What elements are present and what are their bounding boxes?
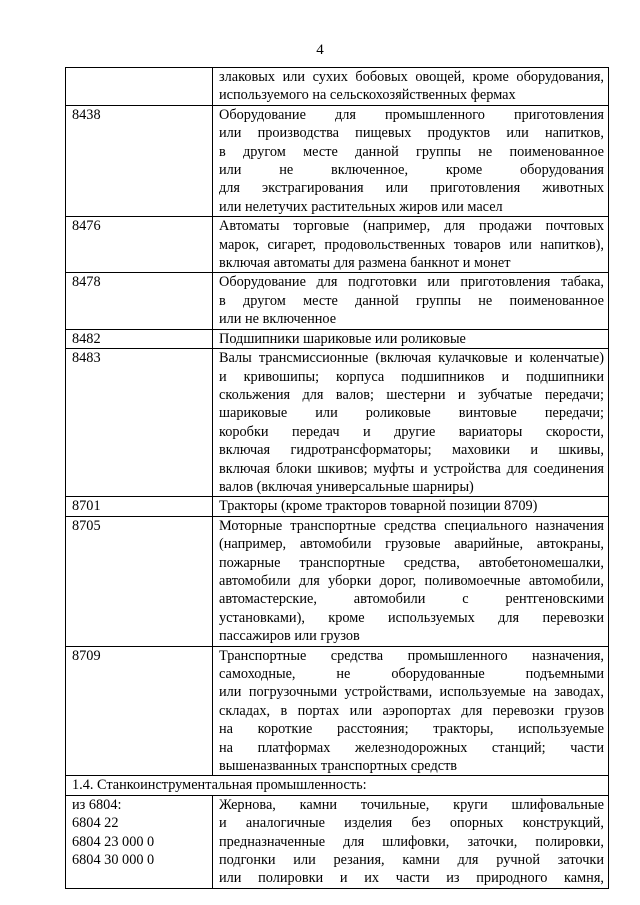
description-line: Автоматы торговые (например, для продажи почтовых [219, 218, 604, 235]
description-line: скольжения для валов; шестерни и зубчатые передачи; [219, 386, 604, 403]
description-line: включая автоматы для размена банкнот и монет [219, 255, 511, 272]
table-row [66, 795, 609, 888]
description-line: злаковых или сухих бобовых овощей, кроме оборудования, [219, 69, 604, 85]
table-row [66, 217, 609, 273]
description-line: пассажиров или грузов [219, 628, 360, 645]
table-row [66, 68, 609, 106]
description-line: Жернова, камни точильные, круги шлифовальные [219, 796, 604, 813]
description-cell [213, 349, 609, 497]
hs-code-cell: 8476 [66, 217, 213, 273]
description-cell [213, 217, 609, 273]
section-heading: 1.4. Станкоинструментальная промышленность: [66, 776, 609, 795]
description-line: Оборудование для подготовки или приготовления табака, [219, 274, 604, 291]
description-line: или не включенное [219, 311, 337, 328]
description-line: складах, в портах или аэропортах для перевозки грузов [219, 702, 604, 719]
description-cell [213, 105, 609, 216]
table-row [66, 349, 609, 497]
description-line: или не включенное, кроме оборудования [219, 162, 604, 179]
section-row [66, 776, 609, 795]
description-line: шариковые или роликовые винтовые передачи; [219, 405, 604, 422]
table-row [66, 273, 609, 329]
description-line: или полировки и их части из природного камня, [219, 870, 604, 887]
hs-code-cell: 8482 [66, 329, 213, 348]
description-line: в другом месте данной группы не поименованное [219, 143, 604, 160]
description-cell [213, 273, 609, 329]
hs-code-cell [66, 795, 213, 888]
description-cell [213, 329, 609, 348]
description-cell [213, 516, 609, 646]
description-line: пожарные транспортные средства, автобетономешалки, [219, 554, 604, 571]
hs-code-cell: 8705 [66, 516, 213, 646]
description-line: на платформах железнодорожных станций; части [219, 739, 604, 756]
table-row [66, 105, 609, 216]
table-row [66, 516, 609, 646]
table-row [66, 497, 609, 516]
hs-code: 6804 22 [72, 815, 119, 832]
description-line: самоходные, не оборудованные подъемными [219, 666, 604, 682]
classification-table [65, 67, 609, 889]
hs-code-cell: 8483 [66, 349, 213, 497]
description-cell [213, 68, 609, 106]
description-cell [213, 795, 609, 888]
description-line: вышеназванных транспортных средств [219, 758, 458, 775]
description-line: Подшипники шариковые или роликовые [219, 330, 466, 347]
description-line: на короткие расстояния; тракторы, используемые [219, 721, 604, 738]
description-line: или нелетучих растительных жиров или масел [219, 198, 503, 215]
hs-code-cell: 8701 [66, 497, 213, 516]
description-cell [213, 497, 609, 516]
description-line: валов (включая универсальные шарниры) [219, 478, 474, 495]
hs-code-cell [66, 68, 213, 106]
description-line: Оборудование для промышленного приготовления [219, 106, 604, 123]
description-line: (например, автомобили грузовые аварийные, автокраны, [219, 536, 604, 553]
hs-code-cell: 8478 [66, 273, 213, 329]
description-line: в другом месте данной группы не поименованное [219, 292, 604, 309]
description-line: Тракторы (кроме тракторов товарной позиции 8709) [219, 498, 538, 515]
hs-code: 6804 23 000 0 [72, 833, 155, 850]
description-line: автомастерские, автомобили с рентгеновскими [219, 591, 604, 608]
description-line: или погрузочными устройствами, используемые на заводах, [219, 684, 604, 701]
description-line: предназначенные для шлифовки, заточки, полировки, [219, 833, 604, 850]
description-line: марок, сигарет, продовольственных товаров или напитков), [219, 236, 604, 253]
hs-code-cell: 8438 [66, 105, 213, 216]
description-line: и аналогичные изделия без опорных конструкций, [219, 815, 604, 832]
page-number: 4 [316, 42, 324, 58]
description-line: используемого на сельскохозяйственных фермах [219, 87, 516, 104]
description-line: или производства пищевых продуктов или напитков, [219, 125, 604, 142]
table-row [66, 329, 609, 348]
description-line: для экстрагирования или приготовления животных [219, 180, 604, 197]
hs-code: 6804 30 000 0 [72, 852, 155, 869]
description-line: включая блоки шкивов; муфты и устройства для соединения [219, 460, 604, 477]
description-line: коробки передач и другие вариаторы скорости, [219, 423, 604, 440]
table-row [66, 646, 609, 776]
description-line: Моторные транспортные средства специального назначения [219, 517, 604, 534]
description-line: подгонки или резания, камни для ручной заточки [219, 852, 604, 869]
description-line: автомобили для уборки дорог, поливомоечные автомобили, [219, 572, 604, 589]
description-cell [213, 646, 609, 776]
description-line: Транспортные средства промышленного назначения, [219, 647, 604, 664]
description-line: включая гидротрансформаторы; маховики и шкивы, [219, 442, 604, 459]
description-line: и кривошипы; корпуса подшипников и подшипники [219, 368, 604, 385]
hs-code: из 6804: [72, 796, 122, 813]
description-line: установками), кроме используемых для перевозки [219, 609, 604, 626]
description-line: Валы трансмиссионные (включая кулачковые и коленчатые) [219, 350, 604, 367]
hs-code-cell: 8709 [66, 646, 213, 776]
